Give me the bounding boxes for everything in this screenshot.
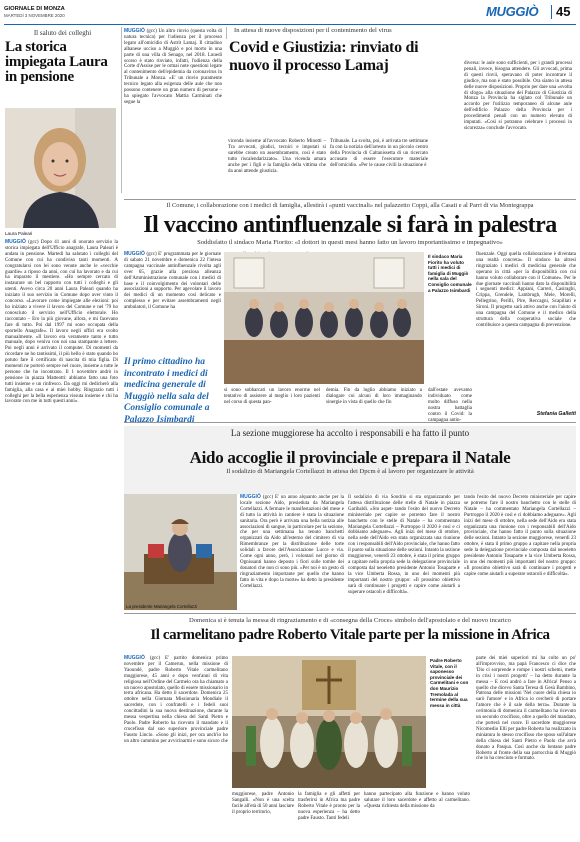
page-number: 45 (556, 4, 571, 19)
aido-column-1 (240, 495, 344, 609)
vaccino-body-5: dall'estate avevamo individuato come molto diffuso nella nostra battaglia contro il Covid: la campagna antin- (428, 388, 472, 423)
laura-caption: Laura Paleari (5, 231, 33, 236)
aido-title: Aido accoglie il provinciale e prepara il Natale (189, 448, 511, 467)
paper-name: GIORNALE DI MONZA (4, 6, 65, 12)
missione-column-5 (476, 656, 576, 836)
aido-body-3: tando l'esito del nuovo Decreto ministeriale per capire se potremo fare il nostro banchetto con le stelle di Natale – ha commentato Mariangela Cortellazzi – Purtroppo il 2020 è così e ci dobbiamo adeguare». Agli inizi del mese di ottobre, nella sede dell'Aido era stata organizzata una riunione con i responsabili dell'Aido provinciale, che hanno fatto il punto sulla situazione delle sezioni. Intanto la sezione muggiorese, venerdì 23 ottobre, è stata il primo gruppo a capitare nella propria sede la delegazione provinciale composta dal neoeletto presidente Antonio Tosaparte e la vice Umberta Rossa, in uno dei momenti più importanti del nostro gruppo: «Il prossimo obiettivo sarà di continuare i progetti e capire come aiutarli a superare ostacoli e difficoltà». (348, 506, 461, 595)
vaccino-header (124, 202, 576, 247)
issue-date: MARTEDÌ 3 NOVEMBRE 2020 (4, 13, 65, 18)
missione-body-3: la famiglia e gli affetti per trasferirsi in Africa ma padre Roberto Vitale è pronto per la nuova esperienza – ha detto padre Fausto. Tanti fedeli (298, 792, 360, 821)
masthead-rule (4, 24, 576, 25)
aido-photo (124, 494, 237, 610)
vaccino-body-6: fluenzale. Oggi quella collaborazione è diventata una realtà concreta». Il sindaco ha altresì ringraziato i medici di medicina generale che operano in città «per la disponibilità con cui hanno voluto collaborare con il Comune». Per le due giornate vaccinali hanno dato la disponibilità i seguenti medici: Appiani, Carreri, Casiraghi, Crippa, Grendele, Lambrugh, Mele, Morelli, Pellegrino, Perilli, Pire, Reccagni, Scapillati e Sironi. Il progetto sarà attivo anche con l'aiuto di una campagna del Comune e il medico della struttura della cooperativa sociale che contribuisce a questa campagna di prevenzione. (476, 252, 576, 328)
aido-photo-caption: La presidente Mariangela Cortellazzi (126, 604, 198, 609)
covid-lead: MUGGIÒ (124, 28, 147, 34)
vaccino-body-1: (gcc) E' programmata per le giornate di sabato 21 novembre e domenica 22 l'intesa campagna vaccinale antinfluenzale rivolta agli over 65, grazie alla preziosa alleanza dell'Amministrazione comunale con i medici di base e il coinvolgimento dei volontari delle associazioni a supporto. Per agevolare il lavoro dei medici di un momento così delicato e complesso e per evitare assembramenti negli ambulatori, il Comune ha (124, 252, 221, 311)
covid-column-2 (228, 139, 326, 191)
vaccino-photo-caption: Il sindaco Maria Fiorito ha voluto tutti i medici di famiglia di Muggiò nella sala del Consiglio comunale a Palazzo Isimbardi (428, 254, 472, 293)
covid-article (124, 27, 576, 197)
missione-photo-caption: Padre Roberto Vitale, con il saponesso provinciale dei Carmelitani e con don Maurizio Tremolada al termine della sua messa in città (430, 658, 469, 708)
left-kicker: Il saluto dei colleghi (33, 29, 92, 37)
missione-title: Il carmelitano padre Roberto Vitale parte per la missione in Africa (150, 627, 550, 643)
council-room-image (224, 252, 424, 384)
covid-body-2: vicenda insieme all'avvocato Roberto Minotti – Tra avvocati, giudici, tecnici e imputati si sarebbe creato un assembramento, così è stato tutto riscalendarizzato». Una vicenda amara anche per i figli e la famiglia della vittima che da anni attende giustizia. (228, 139, 326, 174)
vaccino-title: Il vaccino antinfluenzale si farà in palestra (143, 212, 557, 238)
covid-body-3: Tribunale. La svolta, poi, è arrivata tre settimane fa con la notizia dell'arresto in un piccolo centro della Provincia di Caltanissetta di un ricercato accusato di essere l'esecutore materiale dell'omicidio. «Per le cause civili la situazione è (330, 139, 428, 168)
aido-subtitle: Il sodalizio di Mariangela Cortellazzi in attesa dei Dpcm è al lavoro per organizzare le attività (226, 468, 474, 475)
aido-header-text (124, 428, 576, 476)
covid-kicker: In attesa di nuove disposizioni per il contenimento del virus (234, 27, 392, 34)
vaccino-column-3 (224, 388, 320, 418)
missione-body-5: parte dei miei superiori mi ha colto un po' all'improvviso, ma papà Francesco ci dice che 'Dio ci sorprende e rompe i nostri schemi, mette in crisi i nostri progetti' – ha detto durante la messa – E così andrò a fare in Africa! Penso a quello che dicevo Santa Teresa di Gesù Bambino, Patrona delle missioni 'Nel cuore della chiesa io sarò l'amore' e in Africa io cercherò di portare l'amore che è il sale della terra». Durante la cerimonia di domenica il carmelitano ha ricevuto un secondo crocifisso, oltre a quello del mandato, che porterà nel cuore. Il sacerdote muggiorese Nicomedio Elli per padre Roberto ha realizzato in miniatura lo stesso crocifisso che sposo sull'altare della chiesa del Santi Pietro e Paolo che avrà donato a Pasqua. Così anche da lontano padre Roberto al fronte della sua parrocchia di Muggiò che lo ha cresciuto e formato. (476, 656, 576, 762)
missione-column-2 (232, 792, 294, 836)
vaccino-subtitle: Soddisfatto il sindaco Maria Fiorito: «I dottori in questi mesi hanno fatto un lavoro importantissimo e impegnativo» (197, 239, 503, 246)
laura-portrait-image (5, 108, 116, 228)
aido-body-3b: tando l'esito del nuovo Decreto ministeriale per capire se potremo fare il nostro banchetto con le stelle di Natale – ha commentato Mariangela Cortellazzi – Purtroppo il 2020 è così e ci dobbiamo adeguare». Agli inizi del mese di ottobre, nella sede dell'Aido era stata organizzata una riunione con i responsabili dell'Aido provinciale, che hanno fatto il punto sulla situazione delle sezioni. Intanto la sezione muggiorese, venerdì 23 ottobre, è stata il primo gruppo a capitare nella propria sede la delegazione provinciale composta dal neoeletto presidente Antonio Tosaparte e la vice Umberta Rossa, in uno dei momenti più importanti del nostro gruppo: «Il prossimo obiettivo sarà di continuare i progetti e capire come aiutarli a superare ostacoli e difficoltà». (464, 495, 576, 577)
covid-body-1: (gcc) Un altro rinvio (questa volta di natura tecnica) per l'udienza per il processo legato all'omicidio di Astrit Lamaj. Il cittadino albanese ucciso a Muggiò e poi morto in una parte di una villa di Senago, nel 2018. Lunedì scorso è stato rinviato, infatti, l'udienza della Corte d'Assise per le ormai note questioni legate al contenimento dell'epidemia da coronavirus in Tribunale a Monza. «E' un rinvio puramente tecnico legato alla esigenza delle aule che non possono contenere un gran numero di persone – ha spiegato l'avvocato Mattia Carminati che segue la (124, 29, 222, 105)
vaccino-author: Stefania Galletti (536, 411, 576, 417)
covid-body-4: diversa: le aule sono sufficienti, per i grandi processi penali, invece, bisogna attendere. Gli avvocati, prima di questi rinvii, speravano di poter incontrare il giudice, ma non è stato possibile. Ora siamo in attesa delle nuove disposizioni. Proprio per dare una «svolta di sfogo» alla situazione del Palazzo di Giustizia di Monza la Provincia ha siglato col Tribunale un accordo per l'utilizzo temporaneo di alcune aule dell'edificio Palazzo della Provincia per i procedimenti penali con un numero elevato di imputati. «Così si potranno celebrare i processi in sicurezza» conclude l'avvocato. (464, 61, 572, 131)
aido-kicker: La sezione muggiorese ha accolto i responsabili e ha fatto il punto (230, 428, 470, 438)
laura-photo (5, 108, 116, 228)
missione-photo (232, 656, 426, 788)
cortellazzi-image (124, 494, 237, 610)
left-column-divider (121, 27, 122, 193)
missione-body-1: (gcc) E' partito domenica primo novembre per il Camerun, nella missione di Yaoundé, padre Roberto Vitale carmelitano muggiorese, 45 anni e dopo vent'anni di vita religiosa nell'Ordine del Carmelo ora ha chiamato a un nuovo apostolato, quello di essere missionario in terra africana. Ha detto il sacerdote. Domenica 25 ottobre nella Giornata Missionaria Mondiale il sacerdote, con i confratelli e i fedeli suoi concittadini la sua nuova destinazione, durante la messa vespertina nella chiesa del Santi Pietro e Paolo. Padre Roberto ha ricevuto il mandato e il crocefisso dal suo superiore provinciale padre Fausto Lincio. «Sono gli inizi, per ora anch'io ho un altro cammino per avvicinarmi e sono sicuro che (124, 656, 228, 744)
vaccino-top-rule (124, 199, 576, 200)
aido-top-rule (124, 422, 576, 423)
church-altar-image (232, 656, 426, 788)
vaccino-column-6 (476, 252, 576, 410)
covid-column-1 (124, 29, 222, 189)
aido-body-1: (gcc) E' un anno alquanto anche per la locale sezione Aido, presieduta da Mariangela Cortellazzi. A fermare le manifestazioni del mese e di tutto la attività in cantiere è stata la situazione sanitaria. Ora però è arrivata una bella notizia alle associazioni di sangue, in particolare per la sezione, che per una settimana ha tenuto banchetti organizzati da Aido all'esterno del cimitero di via Rimembranze per la distribuzione delle torte solidali a favore dell'Associazione Lucce e via. Come ogni anno, però, i volontari nel giorno di Ognissanti hanno deposto i fiori sulle tombe dei donatori che non ci sono più. «Per noi è un gesto di ringraziamento importante per quello che hanno fatto in vita e dopo la morte» ha detto la presidente Cortellazzi. (240, 495, 344, 589)
missione-body-4: hanno partecipato alla funzione e hanno voluto salutare il loro sacerdote e affetto al carmelitano. «Questa richiesta della missione da (364, 792, 470, 809)
masthead (0, 0, 580, 24)
vaccino-column-1 (124, 252, 221, 354)
missione-column-1 (124, 656, 228, 836)
aido-lead: MUGGIÒ (240, 494, 263, 500)
aido-body-2b: Il sodalizio di via Sondrio si sta organizzando per l'attesa distribuzione delle stelle di Natale in piazza Garibaldi. «Sto aspet- (348, 495, 460, 512)
missione-lead: MUGGIÒ (124, 655, 150, 661)
left-title: La storica impiegata Laura in pensione (5, 39, 108, 85)
vaccino-photo (224, 252, 424, 384)
left-lead: MUGGIÒ (5, 239, 29, 245)
missione-column-4 (364, 792, 470, 836)
aido-column-4 (464, 495, 576, 609)
covid-left-rule (226, 27, 227, 39)
missione-kicker: Domenica si è tenuta la messa di ringraziamento e di «consegna della Croce» simbolo dell'apostolato e del nuovo incarico (189, 617, 511, 624)
left-body (5, 240, 118, 835)
vaccino-column-5 (428, 388, 472, 423)
vaccino-callout: Il primo cittadino ha incontrato i medici di medicina generale di Muggiò nella sala del Consiglio comunale a Palazzo Isimbardi (124, 357, 210, 425)
vaccino-lead: MUGGIÒ (124, 251, 147, 257)
missione-top-rule (124, 613, 576, 614)
missione-body-2: muggiorese, padre Antonio Sangalli. «Non è una scelta facile all'età di 50 anni lasciare il proprio territorio, (232, 792, 294, 815)
vaccino-body-3: si sono sobbarcati un lavoro enorme nel tentativo di assistere al meglio i loro pazienti nel corso di questa pan- (224, 388, 320, 405)
aido-column-3 (348, 495, 460, 609)
page-divider (551, 5, 552, 19)
left-body-text: (gcc) Dopo 41 anni di onorato servizio la storica impiegata dell'Ufficio anagrafe, Laura Paleari è andata in pensione. Martedì ha salutato i colleghi del Comune con cui ha condiviso tanti momenti. A congratularsi con lei sono venute anche le «vecchie guardie» a riposo da anni, con cui ha lavorato e da cui ha imparato il mestiere. «Ho sempre cercato di instaurare un bel rapporto con tutti i colleghi e gli utenti. Avevo circa 20 anni Laura Paleari quando ha iniziato il suo servizio in Comune dopo aver vinto il concorso. «Lavorare come impiegate alle elezioni: poi ho iniziato a vivere il lavoro del Comune e nel '79 ho conosciuto il servizio nell'Ufficio elettorale. Ho raccontato – Ero la più giovane, allora, e mi facevano fare di tutto. Poi dal 1997 mi sono occupata della sportello Anagrafe». Il lavoro negli uffici era svolto manualmente. «Il lavoro era veramente tanto e tutto manuale, dopo veniva con noi una stampante a lettere. Poi negli anni è arrivato il computer. Di momenti da ricordare ne ho tantissimi, il più bello è stato quando ho potuto fare il certificato di nascita di mia figlia. Di momenti ne porterò sempre nel cuore, insieme a tutte le persone che ho incontrato. Il 1 novembre andrò in pensione in piazza Matteotti: abbiamo fatto una foto tutti insieme e un rinfresco. Da oggi mi dedicherò alla famiglia, alla casa e ai miei hobby. Ringrazio tutti i colleghi per la bella esperienza vissuta insieme e chi ha lavorato con me in tutti questi anni». (5, 240, 118, 405)
covid-column-3 (330, 139, 428, 191)
covid-column-4 (464, 61, 572, 193)
covid-title: Covid e Giustizia: rinviato di nuovo il processo Lamaj (229, 39, 419, 74)
missione-column-3 (298, 792, 360, 836)
section-name: MUGGIÒ (486, 4, 539, 19)
vaccino-column-4 (326, 388, 422, 418)
vaccino-kicker: Il Comune, i collaborazione con i medici di famiglia, allestirà i «punti vaccinali» nel palazzetto Coppi, alla Casati e al Parri di via Montegrappa (166, 202, 534, 209)
missione-header (124, 617, 576, 644)
vaccino-body-4: demia. Fin da luglio abbiamo iniziato a dialogare coi alcuni di loro immaginando sinergie in vista di quello che fin (326, 388, 422, 405)
